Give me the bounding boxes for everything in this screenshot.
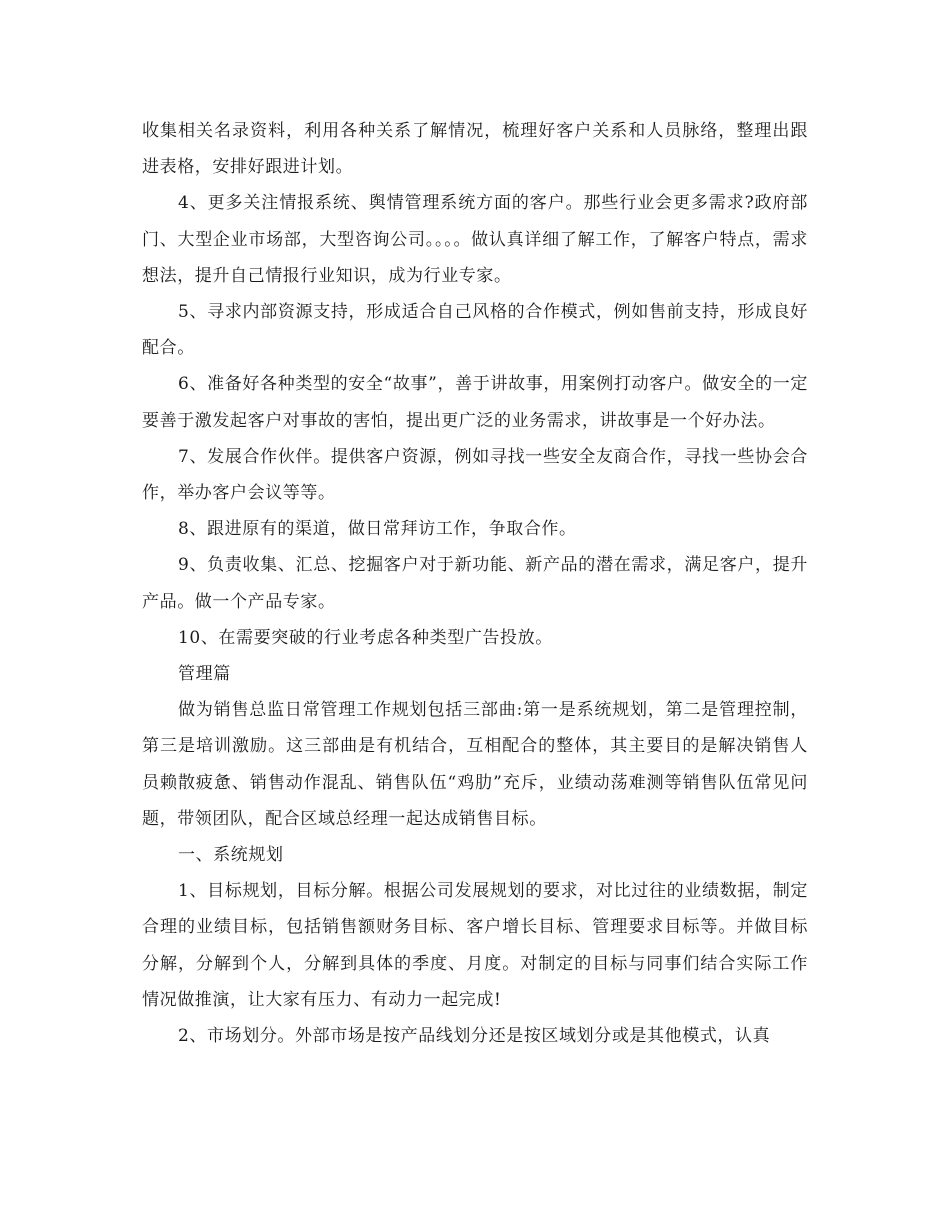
paragraph-7: 10、在需要突破的行业考虑各种类型广告投放。	[178, 627, 553, 648]
paragraph-6: 9、负责收集、汇总、挖掘客户对于新功能、新产品的潜在需求，满足客户，提升产品。做一个产品专家。	[142, 555, 808, 612]
paragraph-2: 5、寻求内部资源支持，形成适合自己风格的合作模式，例如售前支持，形成良好配合。	[142, 302, 808, 359]
paragraph-3: 6、准备好各种类型的安全“故事”，善于讲故事，用案例打动客户。做安全的一定要善于激发起客户对事故的害怕，提出更广泛的业务需求，讲故事是一个好办法。	[142, 374, 808, 431]
section-heading-management: 管理篇	[178, 664, 231, 685]
document-body	[142, 113, 808, 1054]
section-heading-system-planning: 一、系统规划	[178, 845, 284, 866]
paragraph-9: 做为销售总监日常管理工作规划包括三部曲:第一是系统规划，第二是管理控制，第三是培训激励。这三部曲是有机结合，互相配合的整体，其主要目的是解决销售人员赖散疲惫、销售动作混乱、销售队伍“鸡肋”充斥，业绩动荡难测等销售队伍常见问题，带领团队，配合区域总经理一起达成销售目标。	[142, 700, 808, 829]
paragraph-0: 收集相关名录资料，利用各种关系了解情况，梳理好客户关系和人员脉络，整理出跟进表格，安排好跟进计划。	[142, 121, 808, 178]
paragraph-5: 8、跟进原有的渠道，做日常拜访工作，争取合作。	[178, 519, 577, 540]
paragraph-11: 1、目标规划，目标分解。根据公司发展规划的要求，对比过往的业绩数据，制定合理的业绩目标，包括销售额财务目标、客户增长目标、管理要求目标等。并做目标分解，分解到个人，分解到具体的季度、月度。对制定的目标与同事们结合实际工作情况做推演，让大家有压力、有动力一起完成!	[142, 881, 808, 1010]
paragraph-1: 4、更多关注情报系统、舆情管理系统方面的客户。那些行业会更多需求?政府部门、大型企业市场部，大型咨询公司。。。。做认真详细了解工作，了解客户特点，需求想法，提升自己情报行业知识，成为行业专家。	[142, 193, 808, 286]
paragraph-4: 7、发展合作伙伴。提供客户资源，例如寻找一些安全友商合作，寻找一些协会合作，举办客户会议等等。	[142, 446, 808, 504]
paragraph-12: 2、市场划分。外部市场是按产品线划分还是按区域划分或是其他模式，认真	[178, 1026, 771, 1047]
